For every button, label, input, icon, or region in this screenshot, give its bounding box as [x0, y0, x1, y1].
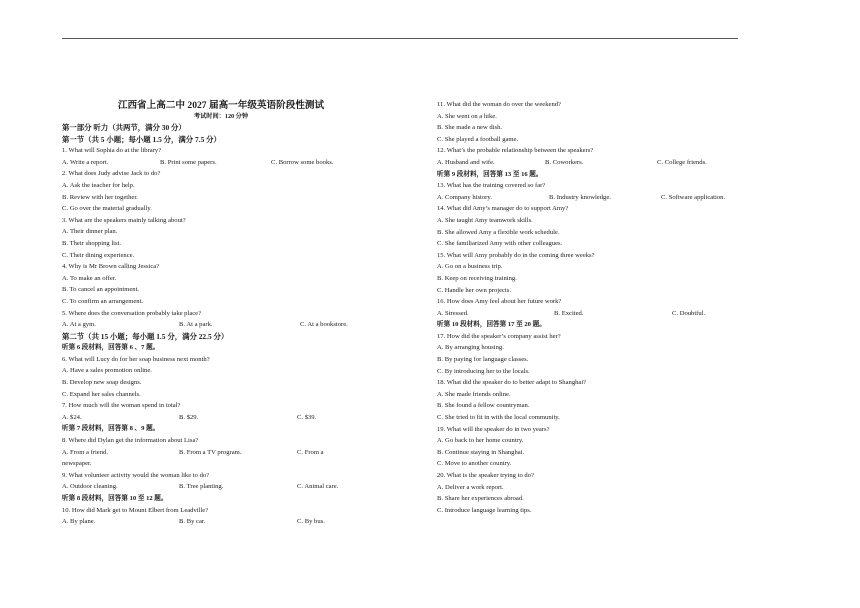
question-stem: 18. What did the speaker do to better adapt to Shanghai?: [437, 379, 587, 387]
option-c: C. To confirm an arrangement.: [62, 297, 144, 305]
exam-title: 江西省上高二中 2027 届高一年级英语阶段性测试: [117, 100, 325, 111]
option-b: B. Print some papers.: [160, 158, 217, 166]
page-top-rule: [62, 38, 738, 39]
listening-note: 听第 6 段材料，回答第 6 、7 题。: [62, 344, 160, 352]
option-c: C. Software application.: [661, 193, 726, 201]
question-stem: 19. What will the speaker do in two years?: [437, 425, 550, 433]
section2-heading: 第二节（共 15 小题；每小题 1.5 分，满分 22.5 分）: [62, 331, 229, 341]
option-b: B. From a TV program.: [179, 448, 242, 456]
listening-note: 听第 9 段材料，回答第 13 至 16 题。: [437, 170, 543, 178]
question-stem: 1. What will Sophia do at the library?: [62, 147, 162, 155]
question-stem: 20. What is the speaker trying to do?: [437, 472, 534, 479]
option-c: C. Expand her sales channels.: [62, 390, 141, 398]
section1-heading: 第一节（共 5 小题；每小题 1.5 分，满分 7.5 分）: [62, 134, 221, 144]
option-c-continued: newspaper.: [62, 460, 92, 468]
option-c: C. At a bookstore.: [300, 321, 348, 329]
option-a: A. Ask the teacher for help.: [62, 181, 135, 189]
part1-heading: 第一部分 听力（共两节，满分 30 分）: [62, 123, 186, 132]
option-b: B. Review with her together.: [62, 193, 138, 201]
option-a: A. Their dinner plan.: [62, 228, 118, 236]
listening-note: 听第 10 段材料，回答第 17 至 20 题。: [437, 321, 546, 329]
option-a: A. She taught Amy teamwork skills.: [437, 216, 533, 224]
question-stem: 4. Why is Mr Brown calling Jessica?: [62, 263, 160, 271]
option-a: A. Deliver a work report.: [437, 483, 504, 491]
listening-note: 听第 8 段材料，回答第 10 至 12 题。: [62, 495, 168, 502]
option-b: B. Their shopping list.: [62, 239, 122, 247]
option-b: B. Excited.: [554, 309, 584, 317]
option-c: C. $39.: [297, 413, 317, 421]
options-row: [62, 157, 360, 169]
question-stem: 12. What’s the probable relationship between the speakers?: [437, 147, 594, 155]
question-stem: 16. How does Amy feel about her future work?: [437, 298, 562, 306]
option-c: C. From a: [297, 448, 324, 456]
options-row: [62, 516, 360, 528]
option-b: B. At a park.: [179, 321, 213, 329]
options-row: [437, 308, 737, 320]
right-column: [437, 99, 737, 516]
option-a: A. Stressed.: [437, 309, 469, 317]
option-a: A. Husband and wife.: [437, 158, 495, 166]
option-c: C. She played a football game.: [437, 135, 519, 143]
option-c: C. Go over the material gradually.: [62, 205, 152, 213]
options-row: [437, 192, 737, 204]
options-row: [62, 412, 360, 424]
option-b: B. To cancel an appointment.: [62, 286, 140, 294]
question-stem: 3. What are the speakers mainly talking about?: [62, 216, 186, 224]
left-column: [62, 99, 360, 528]
option-c: C. College friends.: [657, 158, 707, 166]
question-stem: 10. How did Mark get to Mount Elbert from Leadville?: [62, 506, 209, 514]
options-row: [437, 157, 737, 169]
question-stem: 6. What will Lucy do for her soap business next month?: [62, 355, 210, 363]
option-c: C. Their dining experience.: [62, 251, 135, 259]
option-a: A. She made friends online.: [437, 390, 511, 398]
option-a: A. She went on a hike.: [437, 112, 497, 120]
option-a: A. Go back to her home country.: [437, 437, 524, 445]
option-c: C. Handle her own projects.: [437, 286, 511, 294]
option-c: C. Borrow some books.: [271, 158, 334, 166]
option-a: A. At a gym.: [62, 321, 96, 329]
options-row: [62, 447, 360, 459]
option-b: B. She allowed Amy a flexible work schedule.: [437, 228, 560, 236]
option-b: B. She made a new dish.: [437, 124, 503, 132]
option-c: C. Doubtful.: [672, 309, 706, 317]
option-a: A. From a friend.: [62, 448, 108, 456]
option-b: B. Share her experiences abroad.: [437, 495, 524, 503]
options-row: [62, 481, 360, 493]
option-b: B. By car.: [179, 518, 206, 526]
listening-note: 听第 7 段材料，回答第 8 、9 题。: [62, 425, 160, 433]
option-c: C. She tried to fit in with the local community.: [437, 414, 560, 422]
option-a: A. Write a report.: [62, 158, 109, 166]
option-b: B. By paying for language classes.: [437, 356, 529, 364]
option-b: B. Coworkers.: [545, 158, 584, 166]
option-a: A. By arranging housing.: [437, 344, 504, 352]
option-a: A. Have a sales promotion online.: [62, 367, 152, 375]
option-a: A. To make an offer.: [62, 274, 117, 282]
option-a: A. By plane.: [62, 518, 96, 526]
options-row: [62, 319, 360, 331]
question-stem: 14. What did Amy’s manager do to support Amy?: [437, 205, 569, 213]
option-b: B. $29.: [179, 413, 199, 421]
option-a: A. $24.: [62, 413, 82, 421]
question-stem: 15. What will Amy probably do in the coming three weeks?: [437, 251, 595, 259]
option-b: B. Tree planting.: [179, 483, 224, 491]
option-a: A. Outdoor cleaning.: [62, 483, 118, 491]
option-c: C. Animal care.: [297, 483, 339, 491]
option-c: C. Move to another country.: [437, 460, 512, 468]
option-b: B. Industry knowledge.: [549, 193, 611, 201]
option-b: B. Keep on receiving training.: [437, 274, 517, 282]
option-c: C. By bus.: [297, 518, 325, 526]
question-stem: 5. Where does the conversation probably take place?: [62, 309, 202, 317]
option-b: B. She found a fellow countryman.: [437, 402, 530, 410]
question-stem: 11. What did the woman do over the weekend?: [437, 101, 561, 108]
option-c: C. By introducing her to the locals.: [437, 367, 530, 375]
option-c: C. She familiarized Amy with other colleagues.: [437, 240, 563, 248]
option-a: A. Go on a business trip.: [437, 263, 503, 271]
option-b: B. Continue staying in Shanghai.: [437, 448, 525, 456]
question-stem: 9. What volunteer activity would the woman like to do?: [62, 471, 210, 479]
question-stem: 17. How did the speaker’s company assist her?: [437, 332, 561, 340]
option-b: B. Develop new soap designs.: [62, 379, 142, 387]
option-a: A. Company history.: [437, 193, 492, 201]
question-stem: 8. Where did Dylan get the information about Lisa?: [62, 437, 199, 445]
option-c: C. Introduce language learning tips.: [437, 506, 532, 514]
question-stem: 7. How much will the woman spend in total?: [62, 402, 181, 410]
question-stem: 2. What does Judy advise Jack to do?: [62, 170, 161, 178]
question-stem: 13. What has the training covered so far?: [437, 182, 546, 190]
exam-time: 考试时间：120 分钟: [193, 113, 249, 120]
